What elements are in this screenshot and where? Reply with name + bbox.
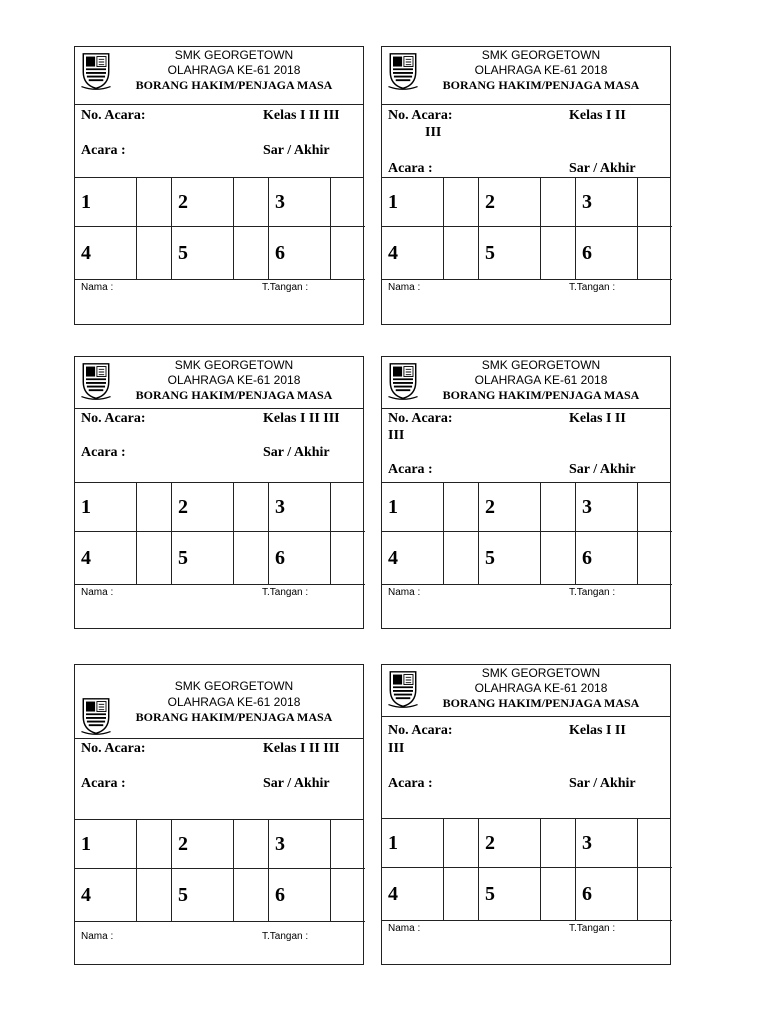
position-grid xyxy=(75,178,363,280)
result-cell[interactable] xyxy=(444,227,479,280)
position-grid xyxy=(382,178,670,280)
form-title: BORANG HAKIM/PENJAGA MASA xyxy=(442,388,640,402)
round-options: Sar / Akhir xyxy=(569,161,636,176)
result-cell[interactable] xyxy=(137,483,172,532)
event-info xyxy=(75,409,363,483)
result-cell[interactable] xyxy=(444,483,479,532)
position-cell: 1 xyxy=(382,483,444,532)
position-cell: 1 xyxy=(382,819,444,868)
class-options: Kelas I II xyxy=(569,108,626,123)
name-label: Nama : xyxy=(81,931,114,942)
result-cell[interactable] xyxy=(331,227,365,280)
event-name-label: Acara : xyxy=(81,143,126,158)
school-name: SMK GEORGETOWN xyxy=(174,358,294,372)
school-crest-icon xyxy=(80,697,112,737)
signature-label: T.Tangan : xyxy=(262,282,309,293)
class-option-wrapped: III xyxy=(425,125,442,140)
result-cell[interactable] xyxy=(331,178,365,227)
position-grid xyxy=(75,820,363,922)
event-info xyxy=(382,105,670,178)
judge-form-card xyxy=(74,664,364,965)
result-cell[interactable] xyxy=(444,868,479,921)
school-name: SMK GEORGETOWN xyxy=(481,48,601,62)
result-cell[interactable] xyxy=(541,227,576,280)
position-cell: 6 xyxy=(576,532,638,585)
event-info xyxy=(75,105,363,178)
position-cell: 4 xyxy=(75,869,137,922)
form-title: BORANG HAKIM/PENJAGA MASA xyxy=(135,388,333,402)
event-name: OLAHRAGA KE-61 2018 xyxy=(167,63,301,77)
position-cell: 3 xyxy=(576,178,638,227)
position-cell: 5 xyxy=(172,227,234,280)
result-cell[interactable] xyxy=(541,178,576,227)
result-cell[interactable] xyxy=(331,820,365,869)
event-info xyxy=(75,739,363,820)
round-options: Sar / Akhir xyxy=(569,462,636,477)
class-options: Kelas I II xyxy=(569,723,626,738)
result-cell[interactable] xyxy=(137,869,172,922)
class-option-wrapped: III xyxy=(388,741,405,756)
position-cell: 6 xyxy=(269,227,331,280)
position-cell: 2 xyxy=(479,483,541,532)
position-cell: 3 xyxy=(576,819,638,868)
round-options: Sar / Akhir xyxy=(263,776,330,791)
position-cell: 1 xyxy=(75,483,137,532)
event-number-label: No. Acara: xyxy=(388,108,453,123)
round-options: Sar / Akhir xyxy=(569,776,636,791)
name-label: Nama : xyxy=(388,587,421,598)
position-cell: 2 xyxy=(172,178,234,227)
school-name: SMK GEORGETOWN xyxy=(174,679,294,693)
signature-label: T.Tangan : xyxy=(262,931,309,942)
position-cell: 6 xyxy=(269,532,331,585)
event-info xyxy=(382,717,670,819)
position-cell: 5 xyxy=(479,868,541,921)
judge-form-card xyxy=(381,46,671,325)
school-crest-icon xyxy=(387,52,419,92)
position-grid xyxy=(75,483,363,585)
event-info xyxy=(382,409,670,483)
name-label: Nama : xyxy=(388,282,421,293)
event-number-label: No. Acara: xyxy=(81,411,146,426)
position-grid xyxy=(382,819,670,921)
result-cell[interactable] xyxy=(638,819,672,868)
signature-label: T.Tangan : xyxy=(262,587,309,598)
result-cell[interactable] xyxy=(137,227,172,280)
event-name: OLAHRAGA KE-61 2018 xyxy=(167,373,301,387)
form-title: BORANG HAKIM/PENJAGA MASA xyxy=(442,78,640,92)
class-options: Kelas I II III xyxy=(263,411,340,426)
event-name-label: Acara : xyxy=(388,776,433,791)
position-cell: 4 xyxy=(75,227,137,280)
event-number-label: No. Acara: xyxy=(81,108,146,123)
position-cell: 1 xyxy=(382,178,444,227)
position-cell: 3 xyxy=(269,483,331,532)
position-cell: 5 xyxy=(479,532,541,585)
round-options: Sar / Akhir xyxy=(263,445,330,460)
result-cell[interactable] xyxy=(331,532,365,585)
name-label: Nama : xyxy=(81,587,114,598)
event-name-label: Acara : xyxy=(81,445,126,460)
position-cell: 3 xyxy=(576,483,638,532)
position-cell: 3 xyxy=(269,178,331,227)
position-cell: 4 xyxy=(382,868,444,921)
result-cell[interactable] xyxy=(234,869,269,922)
result-cell[interactable] xyxy=(541,483,576,532)
result-cell[interactable] xyxy=(638,227,672,280)
school-name: SMK GEORGETOWN xyxy=(481,358,601,372)
event-name-label: Acara : xyxy=(388,161,433,176)
form-title: BORANG HAKIM/PENJAGA MASA xyxy=(135,78,333,92)
judge-form-card xyxy=(381,664,671,965)
position-cell: 2 xyxy=(479,178,541,227)
school-name: SMK GEORGETOWN xyxy=(174,48,294,62)
signature-row xyxy=(75,585,363,631)
result-cell[interactable] xyxy=(331,483,365,532)
result-cell[interactable] xyxy=(234,532,269,585)
signature-row xyxy=(75,922,363,968)
result-cell[interactable] xyxy=(331,869,365,922)
result-cell[interactable] xyxy=(234,820,269,869)
signature-row xyxy=(382,921,670,967)
position-cell: 2 xyxy=(172,483,234,532)
result-cell[interactable] xyxy=(541,868,576,921)
position-grid xyxy=(382,483,670,585)
school-crest-icon xyxy=(387,670,419,710)
result-cell[interactable] xyxy=(541,819,576,868)
result-cell[interactable] xyxy=(137,532,172,585)
form-header xyxy=(382,47,670,105)
position-cell: 4 xyxy=(382,532,444,585)
name-label: Nama : xyxy=(81,282,114,293)
result-cell[interactable] xyxy=(444,178,479,227)
position-cell: 5 xyxy=(172,869,234,922)
class-option-wrapped: III xyxy=(388,428,405,443)
position-cell: 4 xyxy=(75,532,137,585)
form-header xyxy=(382,357,670,409)
result-cell[interactable] xyxy=(638,178,672,227)
position-cell: 2 xyxy=(172,820,234,869)
event-number-label: No. Acara: xyxy=(388,411,453,426)
form-title: BORANG HAKIM/PENJAGA MASA xyxy=(135,710,333,724)
position-cell: 4 xyxy=(382,227,444,280)
result-cell[interactable] xyxy=(638,532,672,585)
class-options: Kelas I II III xyxy=(263,108,340,123)
signature-label: T.Tangan : xyxy=(569,923,616,934)
position-cell: 5 xyxy=(172,532,234,585)
event-number-label: No. Acara: xyxy=(388,723,453,738)
form-header xyxy=(75,357,363,409)
position-cell: 1 xyxy=(75,820,137,869)
position-cell: 6 xyxy=(576,227,638,280)
result-cell[interactable] xyxy=(137,820,172,869)
signature-row xyxy=(382,280,670,326)
event-name: OLAHRAGA KE-61 2018 xyxy=(474,63,608,77)
event-name: OLAHRAGA KE-61 2018 xyxy=(167,695,301,709)
result-cell[interactable] xyxy=(638,868,672,921)
result-cell[interactable] xyxy=(638,483,672,532)
result-cell[interactable] xyxy=(541,532,576,585)
result-cell[interactable] xyxy=(234,483,269,532)
event-name: OLAHRAGA KE-61 2018 xyxy=(474,373,608,387)
judge-form-card xyxy=(381,356,671,629)
form-title: BORANG HAKIM/PENJAGA MASA xyxy=(442,696,640,710)
signature-label: T.Tangan : xyxy=(569,587,616,598)
name-label: Nama : xyxy=(388,923,421,934)
school-crest-icon xyxy=(387,362,419,402)
class-options: Kelas I II III xyxy=(263,741,340,756)
school-name: SMK GEORGETOWN xyxy=(481,666,601,680)
event-name: OLAHRAGA KE-61 2018 xyxy=(474,681,608,695)
judge-form-card xyxy=(74,46,364,325)
result-cell[interactable] xyxy=(234,227,269,280)
position-cell: 6 xyxy=(576,868,638,921)
position-cell: 5 xyxy=(479,227,541,280)
position-cell: 6 xyxy=(269,869,331,922)
event-name-label: Acara : xyxy=(388,462,433,477)
result-cell[interactable] xyxy=(444,819,479,868)
result-cell[interactable] xyxy=(234,178,269,227)
position-cell: 2 xyxy=(479,819,541,868)
result-cell[interactable] xyxy=(137,178,172,227)
form-header xyxy=(382,665,670,717)
signature-row xyxy=(382,585,670,631)
event-name-label: Acara : xyxy=(81,776,126,791)
class-options: Kelas I II xyxy=(569,411,626,426)
position-cell: 1 xyxy=(75,178,137,227)
form-header xyxy=(75,665,363,739)
event-number-label: No. Acara: xyxy=(81,741,146,756)
result-cell[interactable] xyxy=(444,532,479,585)
form-header xyxy=(75,47,363,105)
signature-row xyxy=(75,280,363,326)
position-cell: 3 xyxy=(269,820,331,869)
judge-form-card xyxy=(74,356,364,629)
school-crest-icon xyxy=(80,52,112,92)
school-crest-icon xyxy=(80,362,112,402)
round-options: Sar / Akhir xyxy=(263,143,330,158)
signature-label: T.Tangan : xyxy=(569,282,616,293)
